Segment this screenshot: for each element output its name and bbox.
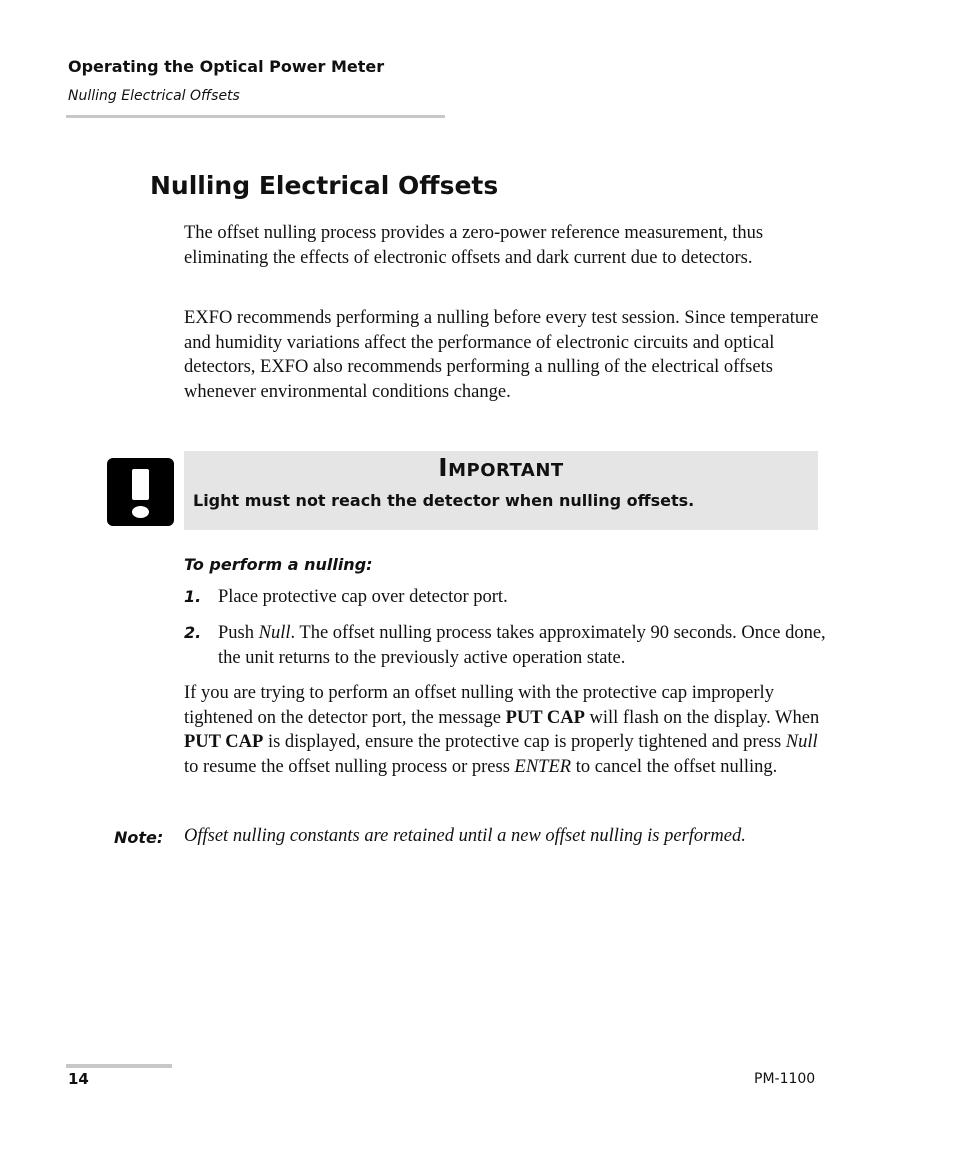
important-title: Important <box>438 453 564 482</box>
exclamation-icon <box>107 458 174 526</box>
note-text: Offset nulling constants are retained until a new offset nulling is performed. <box>184 826 746 846</box>
important-text: Light must not reach the detector when nulling offsets. <box>193 491 695 510</box>
paragraph-intro: The offset nulling process provides a zero-power reference measurement, thus eliminating the effects of electronic offsets and dark current due to detectors. <box>184 223 764 268</box>
page-title: Nulling Electrical Offsets <box>150 171 499 200</box>
step-number: 1. <box>184 587 202 606</box>
header-divider <box>66 115 445 118</box>
step-number: 2. <box>184 623 202 642</box>
page-number: 14 <box>68 1070 89 1088</box>
step-text: Push Null. The offset nulling process takes approximately 90 seconds. Once done, the unit returns to the previously active operation state. <box>218 623 826 668</box>
paragraph-recommendation: EXFO recommends performing a nulling before every test session. Since temperature and humidity variations affect the performance of electronic circuits and optical detectors, EXFO also recommends performing a nulling of the electrical offsets whenever environmental conditions change. <box>184 308 819 402</box>
document-id: PM-1100 <box>754 1071 816 1087</box>
chapter-title: Operating the Optical Power Meter <box>68 57 385 76</box>
note-label: Note: <box>114 828 164 847</box>
procedure-title: To perform a nulling: <box>184 555 373 574</box>
important-callout <box>184 451 818 530</box>
step-text: Place protective cap over detector port. <box>218 587 508 607</box>
footer-divider <box>66 1064 172 1068</box>
paragraph-put-cap: If you are trying to perform an offset nulling with the protective cap improperly tightened on the detector port, the message PUT CAP will flash on the display. When PUT CAP is displayed, ensure the protective cap is properly tightened and press Null to resume the offset nulling process or press ENTER to cancel the offset nulling. <box>184 683 820 777</box>
section-subtitle: Nulling Electrical Offsets <box>68 88 240 104</box>
